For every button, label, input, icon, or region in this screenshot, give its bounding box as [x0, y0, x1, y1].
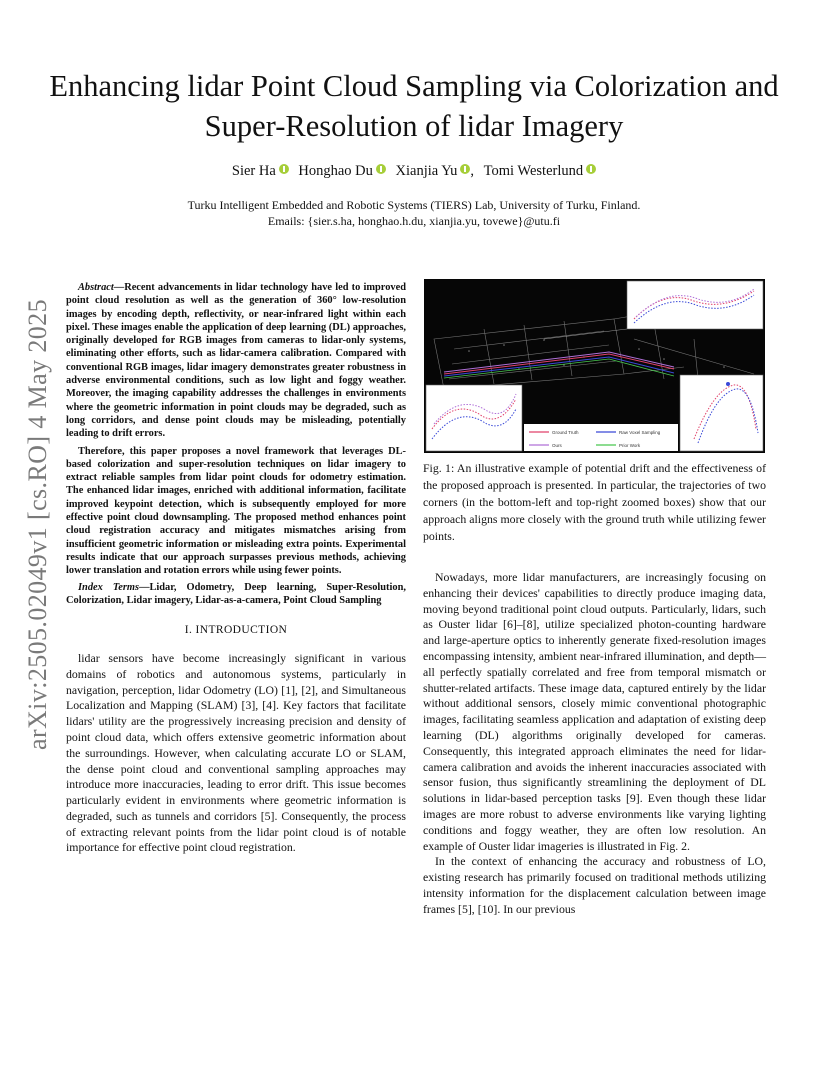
left-column: [66, 281, 406, 856]
section-heading: I. INTRODUCTION: [184, 624, 288, 637]
author-list: [0, 163, 828, 180]
author: Sier Ha: [232, 163, 289, 180]
body-paragraph: Nowadays, more lidar manufacturers, are increasingly focusing on enhancing their devices' capabilities to directly produce imaging data, moving beyond traditional point cloud outputs. Particularly, lidars, such as Ouster lidar [6]–[8], utilize specialized photon-counting hardware and large-aperture optics to inherently generate fixed-resolution images encompassing intensity, ambient near-infrared illumination, and depth—all perfectly spatially correlated and free from temporal mismatch or shutter-related artifacts. These image data, captured entirely by the lidar without additional sensors, closely mimic conventional photographic images, facilitating seamless application and adaptation of existing deep learning (DL) algorithms originally developed for cameras. Consequently, this integrated approach eliminates the need for lidar-camera calibration and avoids the inherent inaccuracies associated with sensor fusion, thus significantly streamlining the deployment of DL solutions in lidar-based perception tasks [9]. Even though these lidar images are more robust to adverse environments like varying lighting conditions and foggy weather, they are often low resolution. An example of Ouster lidar imageries is illustrated in Fig. 2.: [423, 570, 766, 853]
body-paragraph: lidar sensors have become increasingly significant in various domains of robotics and autonomous systems, particularly in navigation, perception, lidar Odometry (LO) [1], [2], and Simultaneous Localization and Mapping (SLAM) [3], [4]. Key factors that facilitate lidars' utility are the progressively increasing precision and density of point cloud data, which offers extensive geometric information about the surroundings. However, when calculating accurate LO or SLAM, the dense point cloud and conventional sampling approaches may introduce more inaccuracies, leading to error drift. This issue becomes particularly evident in environments where geometric information is degraded, such as tunnels and corridors [5]. Consequently, the process of extracting relevant points from the lidar point cloud is of notable importance for effective point cloud registration.: [66, 650, 406, 855]
right-column: [423, 570, 766, 918]
author: Xianjia Yu ,: [395, 163, 475, 179]
author: Tomi Westerlund: [484, 163, 596, 180]
abstract: [66, 281, 406, 607]
abstract-label: Abstract: [78, 282, 114, 293]
author: Honghao Du: [298, 163, 386, 180]
trajectory-map: [424, 279, 765, 453]
emails: Emails: {sier.s.ha, honghao.h.du, xianjia.yu, tovewe}@utu.fi: [267, 214, 561, 228]
orcid-icon[interactable]: [460, 164, 470, 174]
legend-label: Raw Voxel Sampling: [619, 430, 661, 435]
figure-1: [424, 279, 765, 453]
index-terms: —Lidar, Odometry, Deep learning, Super-Resolution, Colorization, Lidar imagery, Lidar-as-a-camera, Point Cloud Sampling: [66, 581, 406, 606]
abstract-paragraph: Therefore, this paper proposes a novel framework that leverages DL-based colorization and super-resolution techniques on lidar imagery to extract reliable samples from lidar point clouds for odometry estimation. The enhanced lidar images, enriched with additional information, facilitate improved keypoint detection, which is subsequently employed for more effective point cloud downsampling. The proposed method enhances point cloud registration accuracy and mitigates mismatches arising from insufficient geometric information or misleading extra points. Experimental results indicate that our approach surpasses previous methods, achieving lower translation and rotation errors while using fewer points.: [66, 445, 406, 577]
orcid-icon[interactable]: [279, 164, 289, 174]
affiliation: Turku Intelligent Embedded and Robotic Systems (TIERS) Lab, University of Turku, Finland.: [187, 198, 641, 212]
arxiv-identifier: arXiv:2505.02049v1 [cs.RO] 4 May 2025: [23, 299, 52, 751]
legend-label: Ground Truth: [552, 430, 579, 435]
abstract-paragraph: —Recent advancements in lidar technology have led to improved point cloud resolution as well as the generation of 360° low-resolution images by encoding depth, reflectivity, or near-infrared light within each pixel. These images enable the application of deep learning (DL) approaches, originally developed for RGB images from cameras to lidar-only systems, eliminating other efforts, such as lidar-camera calibration. Compared with conventional RGB images, lidar imagery demonstrates greater robustness in adverse environmental conditions, such as low light and foggy weather. Moreover, the imaging capability addresses the challenges in environments where the geometric information in point clouds may be degraded, such as long corridors, and dense point clouds may be misleading, potentially leading to drift errors.: [66, 282, 406, 440]
orcid-icon[interactable]: [586, 164, 596, 174]
legend-label: Ours: [552, 443, 562, 448]
affiliation-block: [0, 197, 828, 229]
index-terms-label: Index Terms: [78, 581, 140, 593]
orcid-icon[interactable]: [376, 164, 386, 174]
figure-caption: Fig. 1: An illustrative example of potential drift and the effectiveness of the proposed approach is presented. In particular, the trajectories of two corners (in the bottom-left and top-right zoomed boxes) show that our approach aligns more closely with the ground truth while utilizing fewer points.: [423, 461, 766, 543]
paper-title: Enhancing lidar Point Cloud Sampling via Colorization and Super-Resolution of lidar Imagery: [49, 69, 779, 143]
body-paragraph: In the context of enhancing the accuracy and robustness of LO, existing research has primarily focused on traditional methods utilizing intensity information for the displacement calculation between image frames [5], [10]. In our previous: [423, 854, 766, 916]
legend-label: Prior Work: [619, 443, 641, 448]
